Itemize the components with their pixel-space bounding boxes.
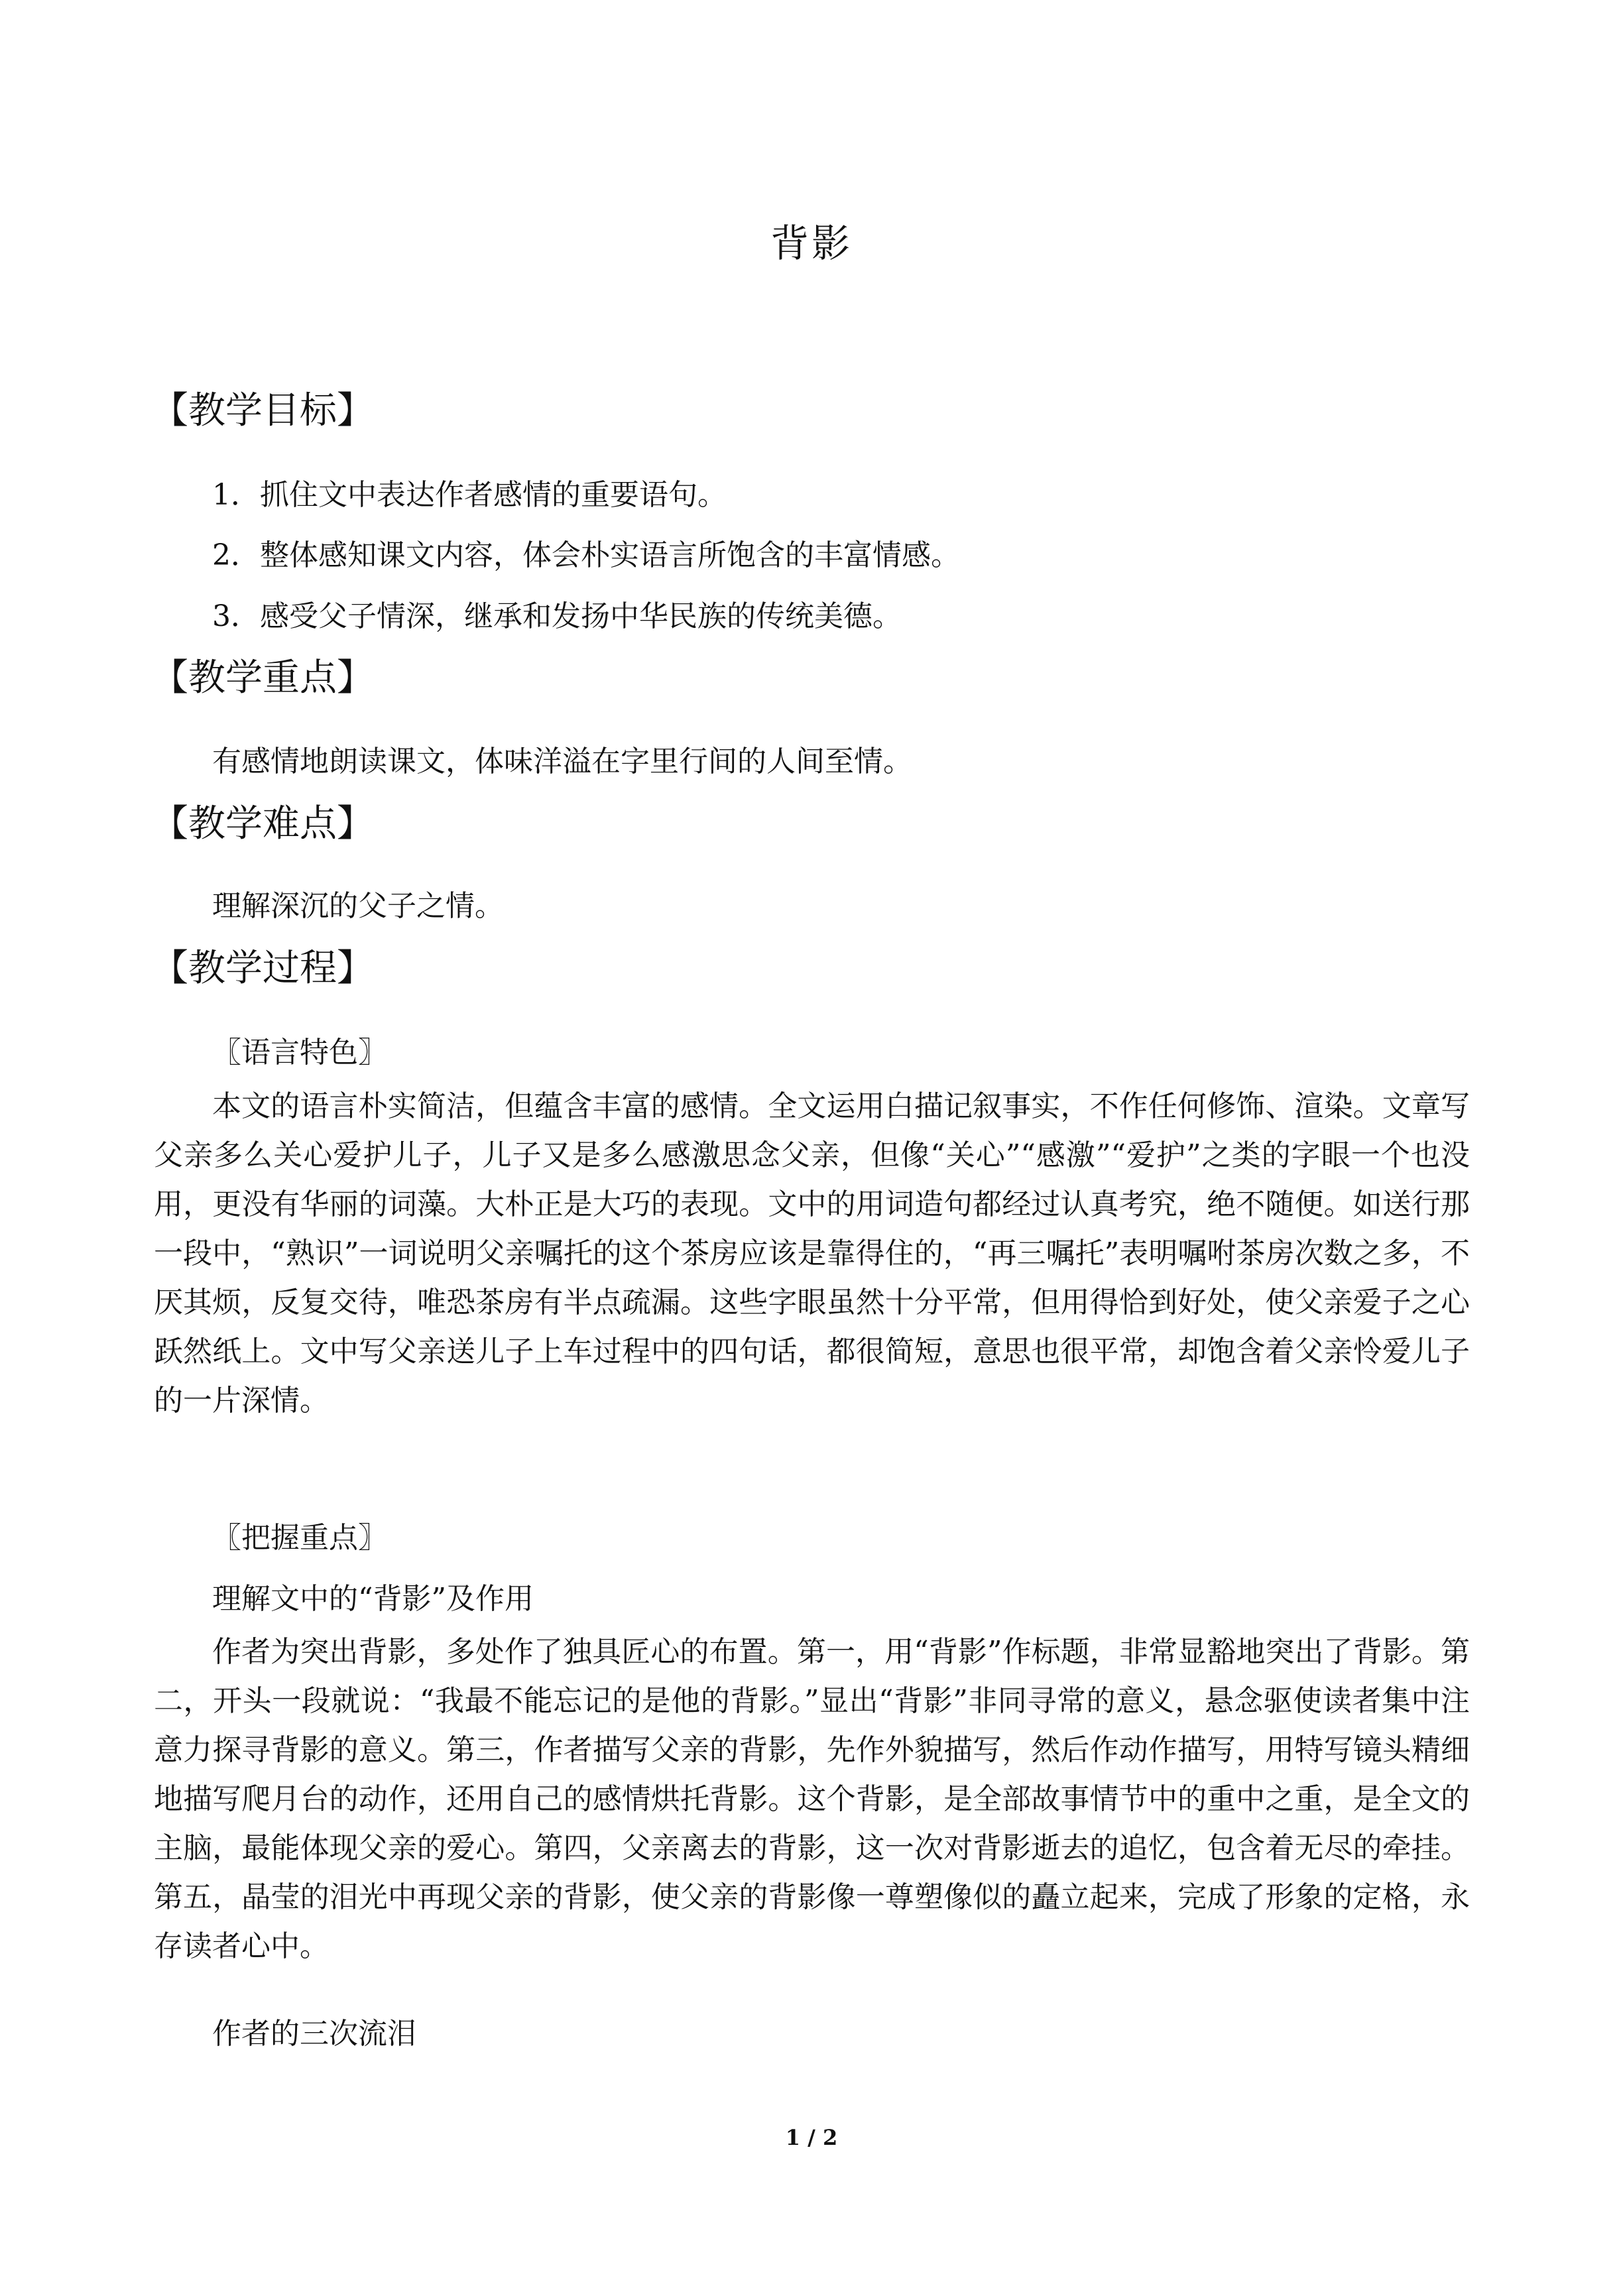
heading-teaching-process: 【教学过程】 xyxy=(151,947,374,990)
goal-item-3: 3．感受父子情深，继承和发扬中华民族的传统美德。 xyxy=(212,599,902,633)
heading-key-points: 【教学重点】 xyxy=(151,656,374,699)
line-three-tears: 作者的三次流泪 xyxy=(212,2017,416,2051)
key-points-text: 有感情地朗读课文，体味洋溢在字里行间的人间至情。 xyxy=(212,745,912,778)
paragraph-language-features: 本文的语言朴实简洁，但蕴含丰富的感情。全文运用白描记叙事实，不作任何修饰、渲染。文章写父亲多么关心爱护儿子，儿子又是多么感激思念父亲，但像“关心”“感激”“爱护”之类的字眼一个也没用，更没有华丽的词藻。大朴正是大巧的表现。文中的用词造句都经过认真考究，绝不随便。如送行那一段中，“熟识”一词说明父亲嘱托的这个茶房应该是靠得住的，“再三嘱托”表明嘱咐茶房次数之多，不厌其烦，反复交待，唯恐茶房有半点疏漏。这些字眼虽然十分平常，但用得恰到好处，使父亲爱子之心跃然纸上。文中写父亲送儿子上车过程中的四句话，都很简短，意思也很平常，却饱含着父亲怜爱儿子的一片深情。 xyxy=(154,1089,1470,1418)
heading-difficulties: 【教学难点】 xyxy=(151,802,374,845)
paragraph-back-view: 作者为突出背影，多处作了独具匠心的布置。第一，用“背影”作标题，非常显豁地突出了背影。第二，开头一段就说：“我最不能忘记的是他的背影。”显出“背影”非同寻常的意义，悬念驱使读者集中注意力探寻背影的意义。第三，作者描写父亲的背影，先作外貌描写，然后作动作描写，用特写镜头精细地描写爬月台的动作，还用自己的感情烘托背影。这个背影，是全部故事情节中的重中之重，是全文的主脑，最能体现父亲的爱心。第四，父亲离去的背影，这一次对背影逝去的追忆，包含着无尽的牵挂。第五，晶莹的泪光中再现父亲的背影，使父亲的背影像一尊塑像似的矗立起来，完成了形象的定格，永存读者心中。 xyxy=(154,1635,1471,1963)
line-back-view-role: 理解文中的“背影”及作用 xyxy=(212,1582,534,1616)
goal-item-2: 2．整体感知课文内容，体会朴实语言所饱含的丰富情感。 xyxy=(212,538,960,572)
subheading-language-features: 〖语言特色〗 xyxy=(212,1036,387,1069)
subheading-key-grasp: 〖把握重点〗 xyxy=(212,1521,387,1555)
difficulties-text: 理解深沉的父子之情。 xyxy=(212,889,504,923)
goal-item-1: 1．抓住文中表达作者感情的重要语句。 xyxy=(212,478,727,512)
page-number: 1 / 2 xyxy=(785,2125,838,2150)
heading-teaching-goals: 【教学目标】 xyxy=(151,389,374,432)
page-title: 背影 xyxy=(770,221,853,266)
